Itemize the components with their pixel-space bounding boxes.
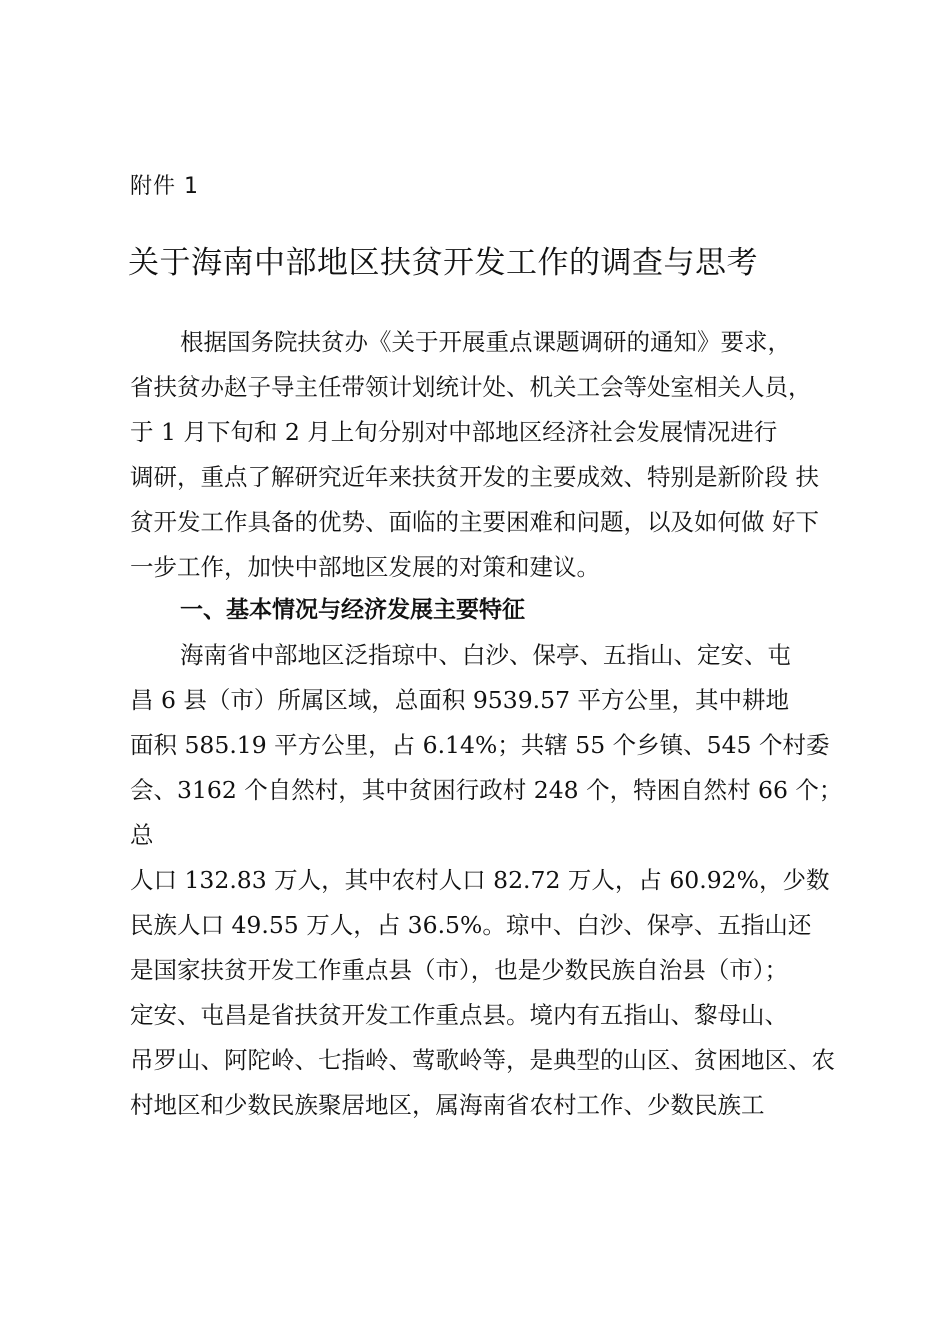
body-line: 人口 132.83 万人，其中农村人口 82.72 万人，占 60.92%，少数 (130, 866, 830, 894)
document-title: 关于海南中部地区扶贫开发工作的调查与思考 (128, 245, 758, 281)
intro-line: 一步工作，加快中部地区发展的对策和建议。 (130, 553, 600, 581)
intro-line: 省扶贫办赵子导主任带领计划统计处、机关工会等处室相关人员， (130, 373, 812, 401)
intro-line: 贫开发工作具备的优势、面临的主要困难和问题，以及如何做 好下 (130, 508, 819, 536)
body-line: 吊罗山、阿陀岭、七指岭、莺歌岭等，是典型的山区、贫困地区、农 (130, 1046, 835, 1074)
body-line: 面积 585.19 平方公里，占 6.14%；共辖 55 个乡镇、545 个村委 (130, 731, 830, 759)
attachment-label: 附件 1 (130, 174, 199, 199)
body-line: 民族人口 49.55 万人，占 36.5%。琼中、白沙、保亭、五指山还 (130, 911, 812, 939)
body-line: 村地区和少数民族聚居地区，属海南省农村工作、少数民族工 (130, 1091, 765, 1119)
body-line: 总 (130, 821, 154, 849)
intro-line: 于 1 月下旬和 2 月上旬分别对中部地区经济社会发展情况进行 (130, 418, 778, 446)
intro-line: 调研，重点了解研究近年来扶贫开发的主要成效、特别是新阶段 扶 (130, 463, 819, 491)
body-line: 昌 6 县（市）所属区域，总面积 9539.57 平方公里，其中耕地 (130, 686, 790, 714)
body-line: 是国家扶贫开发工作重点县（市），也是少数民族自治县（市）； (130, 956, 788, 984)
body-line: 海南省中部地区泛指琼中、白沙、保亭、五指山、定安、屯 (180, 641, 791, 669)
section-heading: 一、基本情况与经济发展主要特征 (180, 597, 525, 623)
body-line: 会、3162 个自然村，其中贫困行政村 248 个，特困自然村 66 个； (130, 776, 843, 804)
intro-line: 根据国务院扶贫办《关于开展重点课题调研的通知》要求， (180, 328, 791, 356)
body-line: 定安、屯昌是省扶贫开发工作重点县。境内有五指山、黎母山、 (130, 1001, 788, 1029)
